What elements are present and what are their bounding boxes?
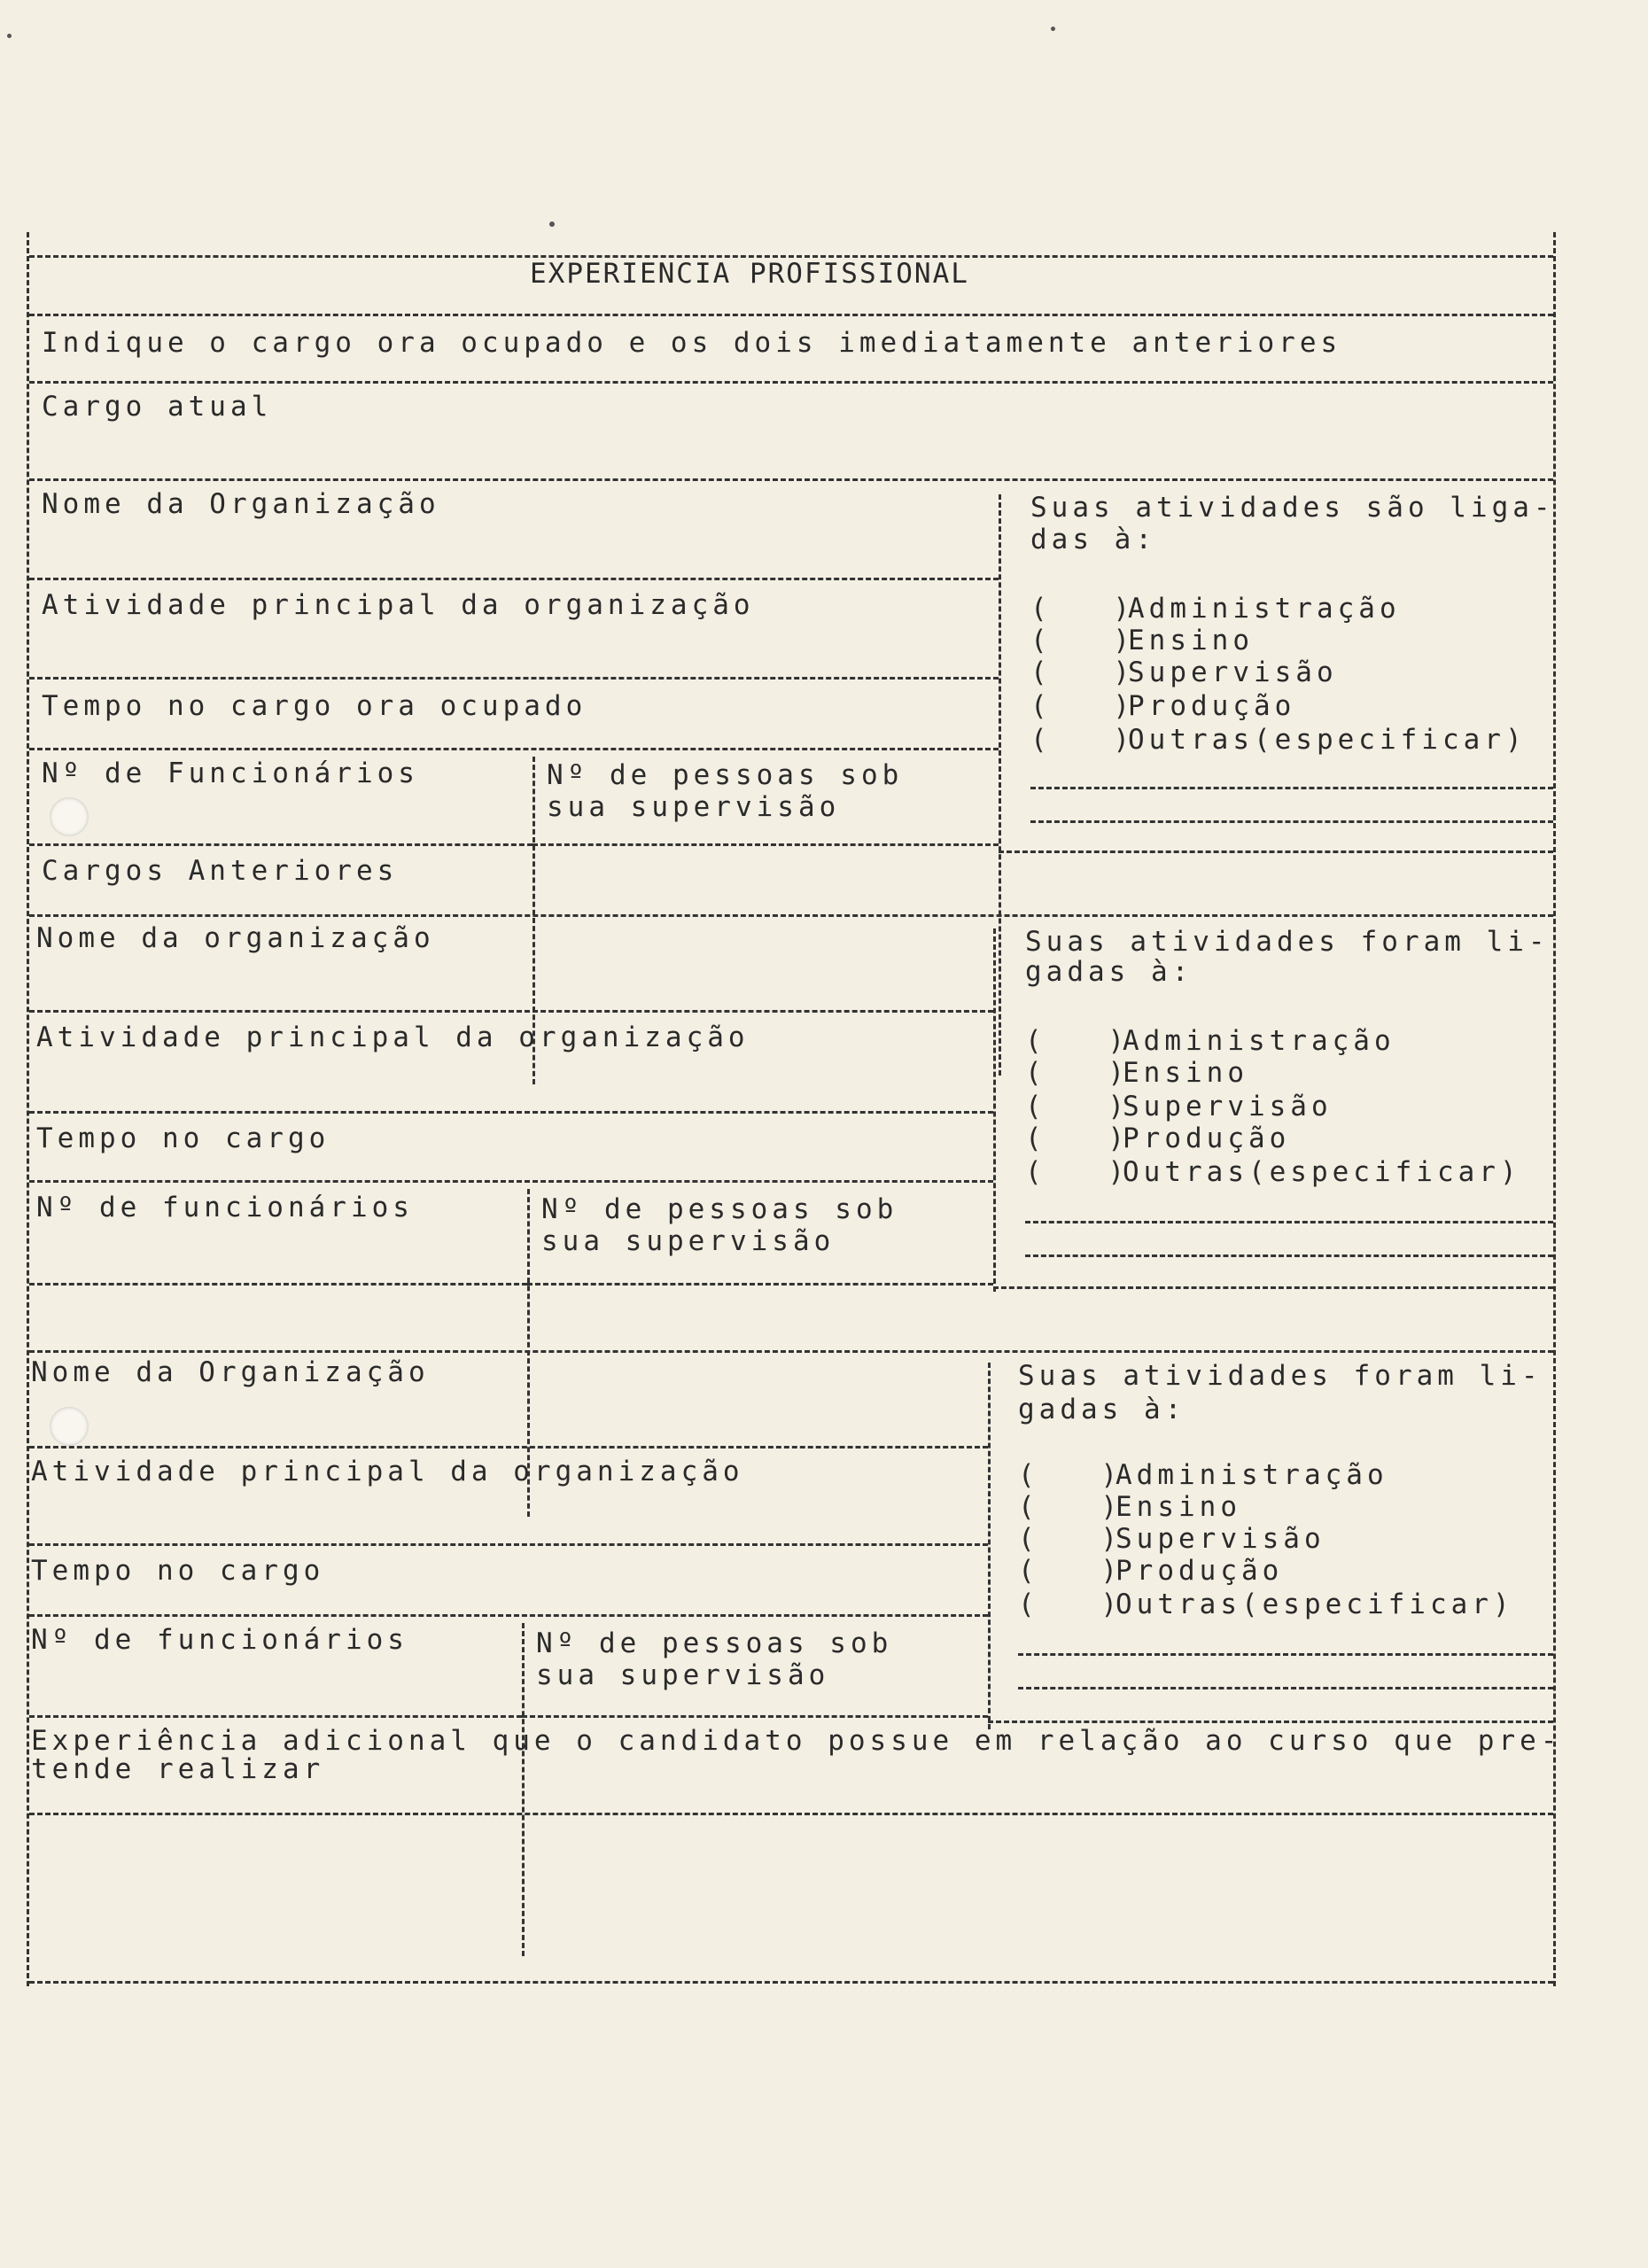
additional-experience-label: Experiência adicional que o candidato possue em relação ao curso que pre- <box>31 1725 1562 1757</box>
time-label: Tempo no cargo <box>31 1555 325 1587</box>
main-activity-field[interactable] <box>29 1543 988 1546</box>
option-other[interactable]: ( )Outras(especificar) <box>1018 1588 1514 1620</box>
option-teaching[interactable]: ( )Ensino <box>1030 625 1254 656</box>
rule <box>999 850 1553 853</box>
org-name-field[interactable] <box>29 1010 993 1013</box>
org-name-label: Nome da organização <box>36 922 435 954</box>
option-supervision[interactable]: ( )Supervisão <box>1018 1523 1325 1555</box>
other-specify-field[interactable] <box>1018 1687 1553 1689</box>
main-activity-label: Atividade principal da organização <box>31 1456 744 1487</box>
rule <box>993 1286 1553 1289</box>
employees-label: Nº de funcionários <box>36 1192 414 1223</box>
main-activity-field[interactable] <box>29 1111 993 1114</box>
activities-heading: gadas à: <box>1025 956 1193 988</box>
option-teaching[interactable]: ( )Ensino <box>1025 1057 1248 1089</box>
time-field[interactable] <box>29 1614 988 1617</box>
time-field[interactable] <box>29 1180 993 1183</box>
activities-heading: Suas atividades são liga- <box>1030 492 1555 524</box>
main-activity-label: Atividade principal da organização <box>36 1021 750 1053</box>
option-production[interactable]: ( )Produção <box>1025 1122 1291 1154</box>
employees-field[interactable] <box>29 1283 527 1285</box>
column-divider <box>999 494 1001 1076</box>
instruction-text: Indique o cargo ora ocupado e os dois imediatamente anteriores <box>42 327 1342 359</box>
option-administration[interactable]: ( )Administração <box>1030 593 1401 625</box>
paper-speck <box>1051 27 1055 31</box>
time-field[interactable] <box>29 748 999 750</box>
paper-speck <box>549 221 555 227</box>
other-specify-field[interactable] <box>1025 1221 1553 1223</box>
supervised-label: sua supervisão <box>541 1225 836 1257</box>
experience-form <box>27 232 1562 1986</box>
employees-field[interactable] <box>29 843 532 846</box>
supervised-field[interactable] <box>527 1283 993 1285</box>
option-other[interactable]: ( )Outras(especificar) <box>1030 724 1527 756</box>
column-divider <box>988 1363 991 1729</box>
supervised-field[interactable] <box>532 843 999 846</box>
rule <box>29 914 1553 917</box>
rule <box>29 314 1553 316</box>
rule <box>29 1813 1553 1815</box>
previous-jobs-label: Cargos Anteriores <box>42 855 399 887</box>
rule <box>29 381 1553 384</box>
option-supervision[interactable]: ( )Supervisão <box>1030 656 1338 688</box>
main-activity-label: Atividade principal da organização <box>42 589 755 621</box>
activities-heading: Suas atividades foram li- <box>1018 1360 1543 1392</box>
employees-label: Nº de funcionários <box>31 1624 408 1656</box>
other-specify-field[interactable] <box>1018 1653 1553 1656</box>
activities-heading: Suas atividades foram li- <box>1025 926 1550 958</box>
current-job-field[interactable] <box>29 478 1553 481</box>
option-teaching[interactable]: ( )Ensino <box>1018 1491 1241 1523</box>
option-supervision[interactable]: ( )Supervisão <box>1025 1091 1333 1122</box>
option-production[interactable]: ( )Produção <box>1030 690 1296 722</box>
form-title: EXPERIENCIA PROFISSIONAL <box>530 258 969 290</box>
additional-experience-field[interactable] <box>29 1981 1553 1984</box>
org-name-field[interactable] <box>29 1446 988 1449</box>
org-name-field[interactable] <box>29 578 999 580</box>
option-administration[interactable]: ( )Administração <box>1025 1025 1395 1057</box>
employees-label: Nº de Funcionários <box>42 757 419 789</box>
column-divider <box>993 928 996 1292</box>
supervised-label: Nº de pessoas sob <box>536 1627 893 1659</box>
supervised-field[interactable] <box>522 1715 988 1718</box>
time-label: Tempo no cargo ora ocupado <box>42 690 587 722</box>
current-job-label: Cargo atual <box>42 391 273 423</box>
supervised-label: Nº de pessoas sob <box>541 1193 898 1225</box>
other-specify-field[interactable] <box>1025 1254 1553 1257</box>
rule <box>29 1350 1553 1353</box>
option-other[interactable]: ( )Outras(especificar) <box>1025 1156 1521 1188</box>
main-activity-field[interactable] <box>29 677 999 680</box>
option-production[interactable]: ( )Produção <box>1018 1555 1284 1587</box>
employees-field[interactable] <box>29 1715 522 1718</box>
rule <box>988 1720 1553 1723</box>
time-label: Tempo no cargo <box>36 1122 330 1154</box>
option-administration[interactable]: ( )Administração <box>1018 1459 1388 1491</box>
supervised-label: Nº de pessoas sob <box>547 759 904 791</box>
supervised-label: sua supervisão <box>536 1659 830 1691</box>
additional-experience-label: tende realizar <box>31 1753 325 1785</box>
column-divider <box>522 1623 525 1956</box>
activities-heading: das à: <box>1030 524 1156 555</box>
other-specify-field[interactable] <box>1030 787 1553 789</box>
org-name-label: Nome da Organização <box>42 488 440 520</box>
supervised-label: sua supervisão <box>547 791 841 823</box>
org-name-label: Nome da Organização <box>31 1356 430 1388</box>
other-specify-field[interactable] <box>1030 820 1553 823</box>
activities-heading: gadas à: <box>1018 1394 1186 1425</box>
paper-speck <box>7 34 12 38</box>
